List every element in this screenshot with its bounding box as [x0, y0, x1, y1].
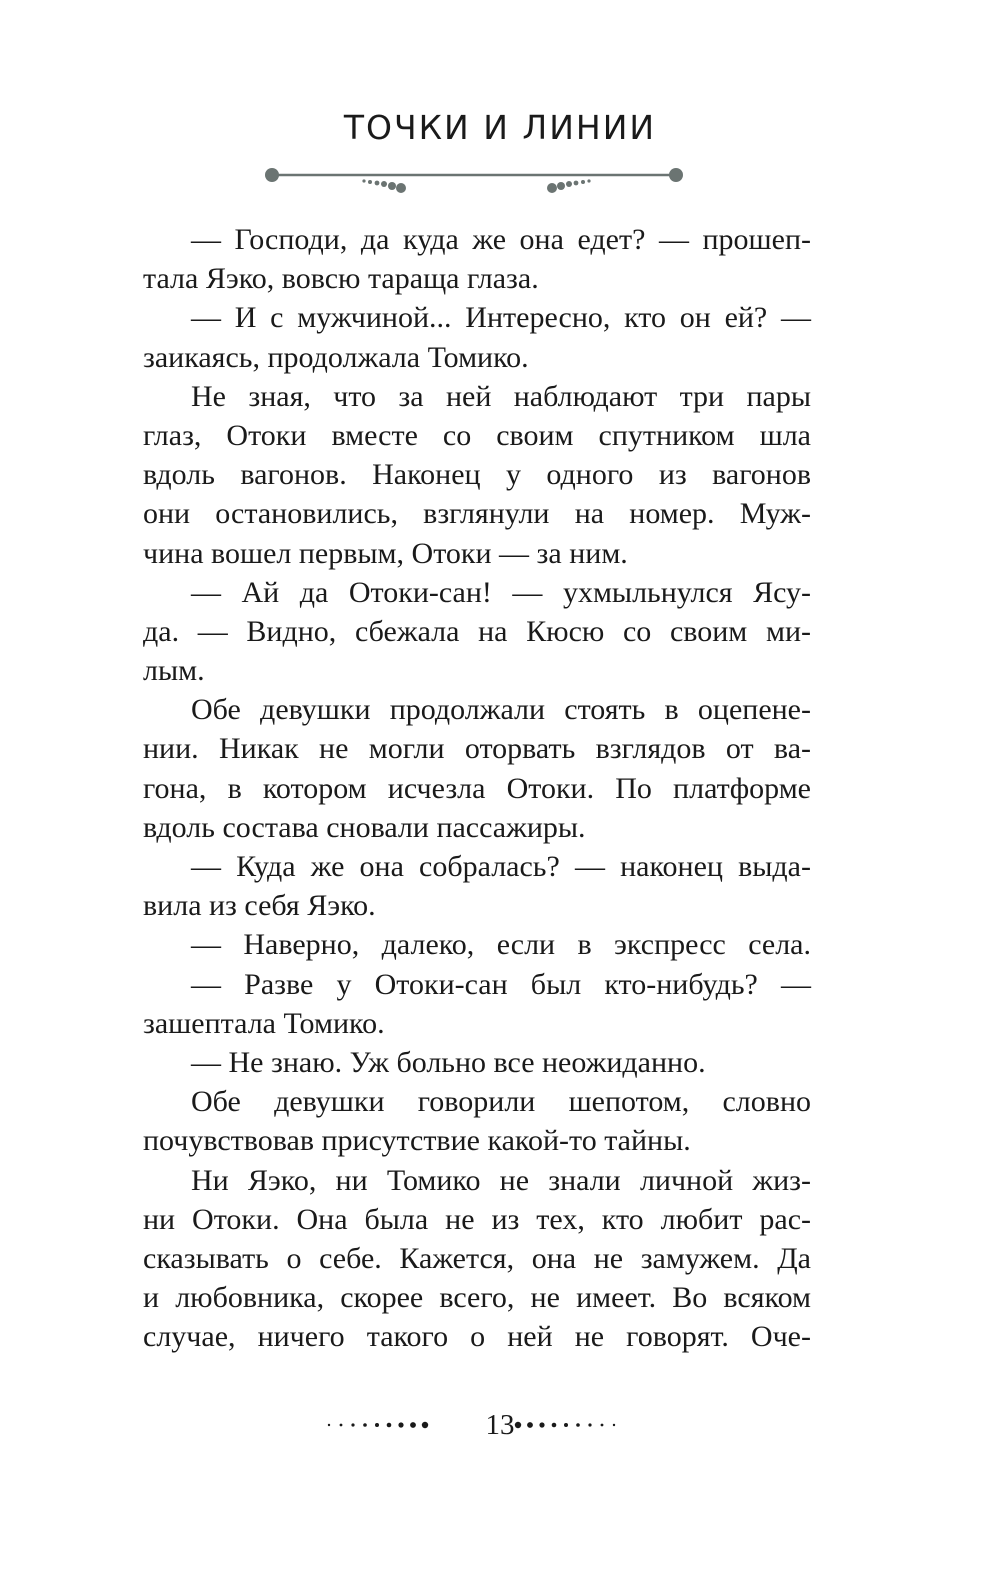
text-line: лым. — [143, 654, 205, 688]
text-line: почувствовав присутствие какой-то тайны. — [143, 1124, 691, 1158]
text-line: Ни Яэко, ни Томико не знали личной жиз- — [191, 1163, 811, 1197]
ornament-left-beads — [362, 179, 406, 193]
body-text — [143, 220, 811, 1356]
text-line: ни Отоки. Она была не из тех, кто любит рас- — [143, 1202, 811, 1236]
text-line: — Господи, да куда же она едет? — прошеп- — [191, 223, 811, 256]
text-line: зашептала Томико. — [143, 1006, 385, 1040]
text-line: Не зная, что за ней наблюдают три пары — [191, 379, 811, 413]
running-title: ТОЧКИ И ЛИНИИ — [343, 108, 657, 147]
footer-right-dots — [512, 1405, 622, 1445]
text-line: и любовника, скорее всего, не имеет. Во всяком — [143, 1281, 811, 1315]
text-line: — Наверно, далеко, если в экспресс села. — [191, 928, 811, 962]
text-line: они остановились, взглянули на номер. Муж- — [143, 497, 811, 531]
text-line: да. — Видно, сбежала на Кюсю со своим ми- — [143, 614, 811, 648]
text-line: — Куда же она собралась? — наконец выда- — [191, 850, 811, 883]
page-number: 13 — [485, 1409, 515, 1441]
text-line: вдоль вагонов. Наконец у одного из вагонов — [143, 458, 811, 492]
text-line: Обе девушки продолжали стоять в оцепене- — [191, 693, 811, 727]
page-footer — [0, 1405, 1000, 1445]
text-line: нии. Никак не могли оторвать взглядов от ва- — [143, 732, 811, 766]
text-line: сказывать о себе. Кажется, она не замужем. Да — [143, 1241, 811, 1275]
ornament-right-beads — [547, 179, 591, 193]
text-line: вила из себя Яэко. — [143, 889, 376, 923]
text-line: гона, в котором исчезла Отоки. По платформе — [143, 771, 811, 805]
ornament-right-dot — [669, 168, 683, 182]
text-line: вдоль состава сновали пассажиры. — [143, 810, 586, 844]
text-line: глаз, Отоки вместе со своим спутником шла — [143, 418, 811, 452]
text-line: заикаясь, продолжала Томико. — [143, 340, 529, 374]
text-line: случае, ничего такого о ней не говорят. Оче- — [143, 1320, 811, 1354]
text-line: — И с мужчиной... Интересно, кто он ей? — — [191, 301, 811, 335]
text-line: — Ай да Отоки-сан! — ухмыльнулся Ясу- — [191, 575, 811, 609]
header-ornament — [262, 160, 692, 194]
text-line: — Разве у Отоки-сан был кто-нибудь? — — [191, 967, 811, 1001]
text-line: — Не знаю. Уж больно все неожиданно. — [191, 1045, 706, 1079]
text-line: тала Яэко, вовсю тараща глаза. — [143, 262, 539, 296]
text-line: Обе девушки говорили шепотом, словно — [191, 1085, 811, 1119]
text-line: чина вошел первым, Отоки — за ним. — [143, 536, 628, 570]
